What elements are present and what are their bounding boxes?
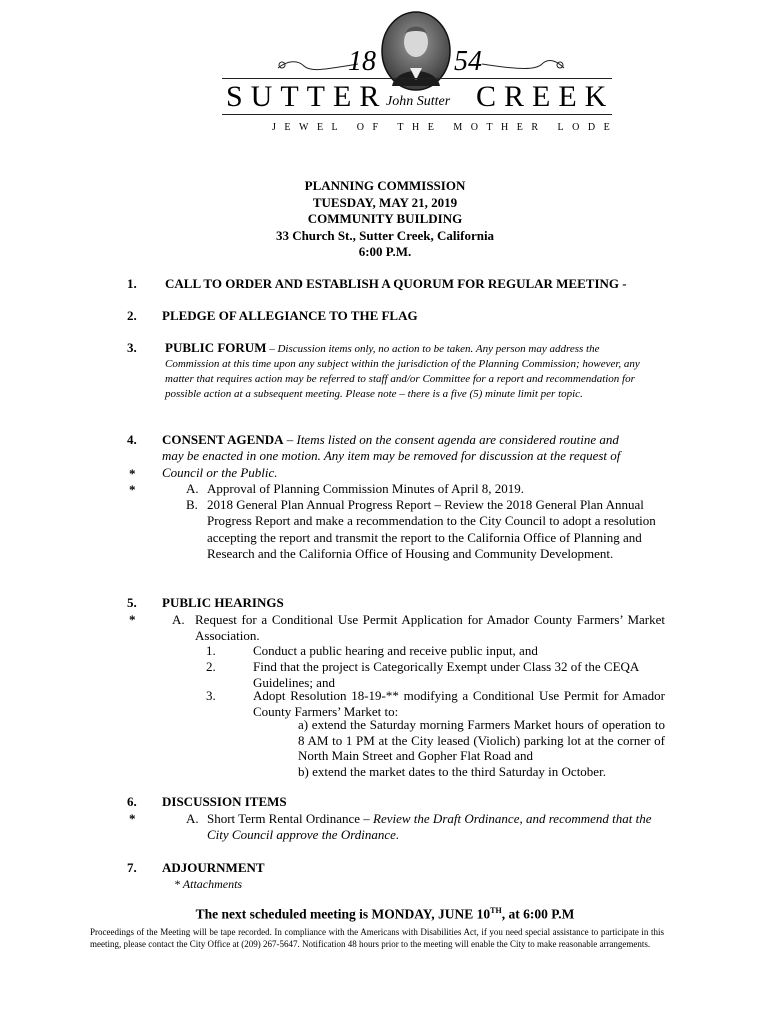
logo-word-sutter: SUTTER [226, 80, 388, 113]
item-5-number: 5. [127, 595, 137, 610]
item-6-title: DISCUSSION ITEMS [162, 794, 287, 809]
header-date: TUESDAY, MAY 21, 2019 [312, 194, 458, 210]
item-4-number: 4. [127, 432, 137, 447]
item-4-star-1: * [129, 466, 136, 481]
header-address: 33 Church St., Sutter Creek, California [275, 227, 495, 243]
item-4b-label: B. [186, 497, 198, 512]
item-5a-step-3-a: a) extend the Saturday morning Farmers Market hours of operation to 8 AM to 1 PM at the City leased (Violich) parking lot at the corner of North Main Street and Gopher Flat Road and [298, 717, 665, 763]
logo-year-right: 54 [454, 46, 482, 77]
item-4-desc-line3: Council or the Public. [162, 464, 278, 480]
item-1-number: 1. [127, 276, 137, 291]
attachments-note: * Attachments [174, 877, 243, 891]
item-5a-step-1-label: 1. [206, 643, 216, 658]
item-4-title: CONSENT AGENDA [162, 432, 284, 447]
item-3-desc-first: – Discussion items only, no action to be taken. Any person may address the [269, 343, 600, 355]
item-6a-italic: – Review the Draft Ordinance, and recommend that the City Council approve the Ordinance. [207, 811, 652, 843]
next-meeting-suffix: , at 6:00 P.M [501, 906, 575, 922]
logo-word-creek: CREEK [476, 80, 615, 113]
logo-year-left: 18 [348, 46, 376, 77]
header-venue: COMMUNITY BUILDING [307, 211, 463, 226]
next-meeting-sup: TH [490, 906, 502, 915]
item-3-number: 3. [127, 340, 137, 355]
next-meeting-line [90, 906, 680, 923]
item-7-title: ADJOURNMENT [162, 860, 265, 875]
item-2-title: PLEDGE OF ALLEGIANCE TO THE FLAG [162, 308, 418, 323]
item-3-title: PUBLIC FORUM [165, 340, 267, 355]
item-4-star-2: * [129, 482, 136, 497]
item-5a-step-2-label: 2. [206, 659, 216, 674]
meeting-header [100, 178, 670, 261]
header-time: 6:00 P.M. [358, 244, 412, 259]
right-flourish-icon [480, 58, 566, 72]
next-meeting-prefix: The next scheduled meeting is MONDAY, JUNE 10 [195, 906, 491, 922]
item-3-desc-rest: Commission at this time upon any subject within the jurisdiction of the Planning Commission; however, any matter that requires action may be referred to staff and/or Committee for a report and recommendation for possible action at a subsequent meeting. Please note – there is a five (5) minute limit per topic. [165, 358, 640, 400]
logo-tagline: JEWEL OF THE MOTHER LODE [272, 122, 619, 133]
item-3-block [165, 340, 665, 402]
item-5a-step-3-text: Adopt Resolution 18-19-** modifying a Conditional Use Permit for Amador County Farmers’ Market to: [253, 688, 665, 719]
header-commission: PLANNING COMMISSION [304, 178, 466, 193]
logo-signature: John Sutter [386, 94, 451, 109]
item-5a-label: A. [172, 612, 185, 627]
john-sutter-portrait-icon [380, 10, 452, 92]
item-4a-text: Approval of Planning Commission Minutes of April 8, 2019. [207, 481, 525, 496]
item-6-number: 6. [127, 794, 137, 809]
item-5a-step-3-label: 3. [206, 688, 216, 703]
item-6a-block [207, 811, 667, 844]
item-5a-step-2-text: Find that the project is Categorically Exempt under Class 32 of the CEQA Guidelines; and [253, 659, 639, 690]
item-4-intro [162, 432, 667, 481]
item-7-number: 7. [127, 860, 137, 875]
accessibility-footer: Proceedings of the Meeting will be tape recorded. In compliance with the Americans with Disabilities Act, if you need special assistance to participate in this meeting, please contact the City Office at (209) 267-5647. Notification 48 hours prior to the meeting will enable the City to make reasonable arrangements. [90, 927, 664, 949]
item-5-star: * [129, 612, 136, 627]
item-6a-label: A. [186, 811, 199, 826]
item-4-desc-first: – Items listed on the consent agenda are considered routine and [286, 432, 619, 447]
item-4b-text: 2018 General Plan Annual Progress Report – Review the 2018 General Plan Annual Progress Report and make a recommendation to the City Council to adopt a resolution accepting the report and transmit the report to the California Office of Planning and Research and the California Office of Housing and Community Development. [207, 497, 656, 561]
item-5a-text: Request for a Conditional Use Permit Application for Amador County Farmers’ Market Association. [195, 612, 665, 643]
item-4-desc-line2: may be enacted in one motion. Any item may be removed for discussion at the request of [162, 448, 621, 464]
item-5-title: PUBLIC HEARINGS [162, 595, 284, 610]
logo-top-rule [222, 78, 612, 79]
item-5a-step-3-b: b) extend the market dates to the third Saturday in October. [298, 764, 606, 779]
item-5a-step-1-text: Conduct a public hearing and receive public input, and [253, 643, 538, 658]
item-2-number: 2. [127, 308, 137, 323]
item-4a-label: A. [186, 481, 199, 496]
item-1-title: CALL TO ORDER AND ESTABLISH A QUORUM FOR REGULAR MEETING - [165, 276, 627, 291]
item-6-star: * [129, 811, 136, 826]
sutter-creek-logo [222, 8, 619, 138]
logo-bottom-rule [222, 114, 612, 115]
item-6a-text: Short Term Rental Ordinance [207, 811, 361, 826]
